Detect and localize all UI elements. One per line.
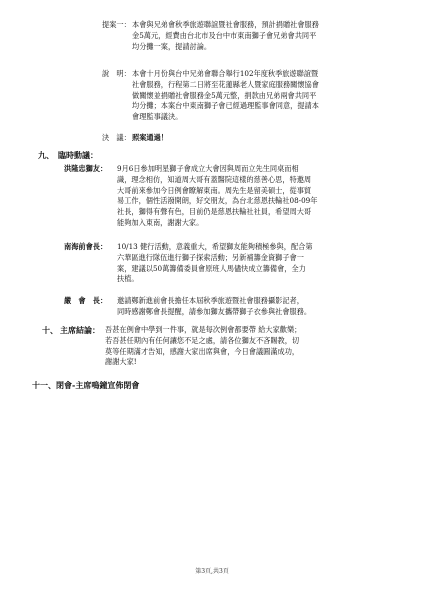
explain-line: 會理監事議決。 (132, 112, 183, 122)
nanhai-line: 案，建議以50萬籌備委員會原班人馬儘快成立籌備會，全力 (117, 263, 306, 273)
motion-line: 均分攤一案，提請討論。 (132, 41, 212, 51)
president-line: 同時感謝鄭會長提醒，請參加獅友攜帶獅子衣參與社會服務。 (117, 306, 312, 316)
hong-line: 9月6日參加明星獅子會成立大會因與周而立先生同桌而相 (117, 164, 299, 173)
explain-text (132, 69, 372, 123)
speaker-hong-label: 洪隆忠獅友： (64, 164, 108, 173)
motion-line: 金5萬元，經費由台北市及台中市東南獅子會兄弟會共同平 (132, 30, 317, 40)
motion-label: 提案一： (102, 20, 131, 29)
explain-label: 說 明： (102, 69, 131, 78)
resolution-label: 決 議： (102, 133, 131, 142)
conclusion-line: 謝謝大家! (105, 357, 137, 367)
conclusion-line: 若吾甚任期內有任何讓您不足之處，請各位獅友不吝賜教，切 (105, 335, 300, 345)
nanhai-line: 扶植。 (117, 274, 139, 284)
speaker-president-text (117, 296, 379, 318)
speaker-hong-text (117, 164, 372, 229)
conclusion-line: 吾甚在例會中學到一件事，就是每次例會都要帶 給大家歡樂； (105, 325, 302, 334)
hong-line: 社長，獅得有聲有色，目前仍是慈恩扶輪社社員，希望周大哥 (117, 207, 312, 217)
speaker-president-label: 嚴 會 長： (64, 296, 108, 305)
page-footer: 第3頁,共3頁 (195, 568, 229, 575)
motion-line: 本會與兄弟會秋季旅遊聯誼暨社會服務，預計捐贈社會服務 (132, 20, 319, 29)
section-9-number: 九、 (38, 150, 54, 160)
section-9-title: 臨時動議： (58, 150, 98, 160)
president-line: 邀請鄭新進前會長擔任本屆秋季旅遊暨社會服務攝影記者， (117, 296, 304, 305)
section-10-number: 十、 (42, 325, 58, 335)
explain-line: 本會十月份與台中兄弟會聯合舉行102年度秋季旅遊聯誼暨 (132, 69, 319, 78)
nanhai-line: 六華區進行隊伍進行獅子探索活動；另新補籌金資獅子會一 (117, 252, 304, 262)
explain-line: 均分攤；本案台中東南獅子會已經過理監事會同意，提請本 (132, 101, 319, 111)
section-10-title: 主席結論： (60, 325, 100, 335)
nanhai-line: 10/13 健行活動，意義重大，希望獅友能夠積極參與，配合第 (117, 242, 313, 251)
section-10-text (105, 325, 380, 368)
section-11-title: 閉會-主席鳴鐘宣佈閉會 (56, 380, 140, 390)
explain-line: 做關懷並捐贈社會服務金5萬元整，捐款由兄弟兩會共同平 (132, 90, 317, 100)
resolution-text: 照案通過！ (132, 133, 168, 142)
hong-line: 易工作，個性活潑開朗，好交朋友，為台北慈恩扶輪社08-09年 (117, 196, 318, 206)
explain-line: 社會服務，行程第二日將至花蓮縣老人暨家庭服務關懷協會 (132, 79, 319, 89)
speaker-nanhai-label: 南海前會長： (64, 242, 108, 251)
hong-line: 識，理念相仿，知道周大哥有蓋醫院這樣的慈善心思，特邀周 (117, 174, 312, 184)
section-11-number: 十一、 (32, 380, 56, 390)
speaker-nanhai-text (117, 242, 372, 285)
hong-line: 能夠加入東南，謝謝大家。 (117, 217, 204, 227)
hong-line: 大哥前來參加今日例會瞭解東南。周先生是留美碩士，從事貿 (117, 185, 312, 195)
conclusion-line: 莫等任期滿才告知，感謝大家出席與會，今日會議圓滿成功， (105, 346, 300, 356)
motion-text (132, 20, 372, 52)
